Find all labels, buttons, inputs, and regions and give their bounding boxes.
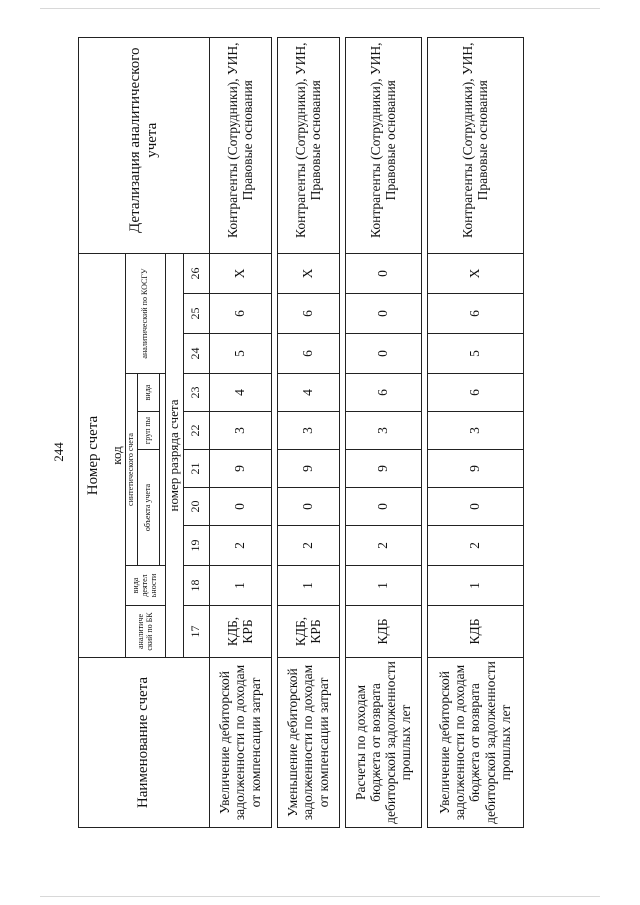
digit-25: 25 [183, 294, 209, 334]
row-4-name: Увеличение дебиторской задолженности по доходам бюджета от возврата дебиторской задолженности прошлых лет [427, 658, 523, 828]
row-1-value-18: 1 [209, 566, 271, 606]
header-synthetic: синтетического счета [126, 374, 138, 566]
row-3-value-22: 3 [345, 412, 421, 450]
digit-23: 23 [183, 374, 209, 412]
account-code-table [78, 37, 524, 828]
row-1-value-24: 5 [209, 334, 271, 374]
header-bk-analytic: аналитиче ский по БК [126, 606, 166, 658]
scan-edge-bottom [40, 896, 600, 897]
table-row [345, 37, 421, 827]
digit-21: 21 [183, 450, 209, 488]
row-2-value-20: 0 [277, 488, 339, 526]
header-groups: груп пы [138, 412, 160, 450]
row-2-value-22: 3 [277, 412, 339, 450]
table-row [209, 37, 271, 827]
table-row [277, 37, 339, 827]
header-account-name: Наименование счета [79, 658, 210, 828]
row-1-value-19: 2 [209, 526, 271, 566]
row-3-value-20: 0 [345, 488, 421, 526]
row-4-value-21: 9 [427, 450, 523, 488]
header-code: код [109, 253, 126, 657]
row-3-value-19: 2 [345, 526, 421, 566]
row-1-detail: Контрагенты (Сотрудники), УИН, Правовые основания [209, 37, 271, 242]
row-4-value-19: 2 [427, 526, 523, 566]
row-3-spacer [345, 242, 421, 253]
row-2-name: Уменьшение дебиторской задолженности по доходам от компенсации затрат [277, 658, 339, 828]
row-1-spacer [209, 242, 271, 253]
row-3-value-24: 0 [345, 334, 421, 374]
header-kosgu-analytic: аналитический по КОСГУ [126, 253, 166, 373]
row-4-value-22: 3 [427, 412, 523, 450]
row-1-value-21: 9 [209, 450, 271, 488]
header-kind: вида [138, 374, 160, 412]
row-2-value-19: 2 [277, 526, 339, 566]
row-4-value-18: 1 [427, 566, 523, 606]
header-account-number: Номер счета [79, 253, 109, 657]
row-3-detail: Контрагенты (Сотрудники), УИН, Правовые основания [345, 37, 421, 242]
row-2-value-25: 6 [277, 294, 339, 334]
row-4-value-17: КДБ [427, 606, 523, 658]
header-detail: Детализация аналитического учета [79, 37, 210, 242]
row-2-value-26: Х [277, 253, 339, 293]
row-4-spacer [427, 242, 523, 253]
row-3-value-18: 1 [345, 566, 421, 606]
table-row [427, 37, 523, 827]
row-1-value-25: 6 [209, 294, 271, 334]
digit-19: 19 [183, 526, 209, 566]
row-4-value-26: Х [427, 253, 523, 293]
row-2-value-17: КДБ, КРБ [277, 606, 339, 658]
row-1-value-23: 4 [209, 374, 271, 412]
header-account-object: объекта учета [138, 450, 160, 566]
row-2-detail: Контрагенты (Сотрудники), УИН, Правовые основания [277, 37, 339, 242]
row-1-value-22: 3 [209, 412, 271, 450]
digit-26: 26 [183, 253, 209, 293]
row-3-value-17: КДБ [345, 606, 421, 658]
header-spacer [79, 242, 210, 253]
row-2-value-24: 6 [277, 334, 339, 374]
row-1-value-26: Х [209, 253, 271, 293]
digit-18: 18 [183, 566, 209, 606]
digit-17: 17 [183, 606, 209, 658]
scan-edge-top [40, 8, 600, 9]
row-3-name: Расчеты по доходам бюджета от возврата дебиторской задолженности прошлых лет [345, 658, 421, 828]
row-1-name: Увеличение дебиторской задолженности по доходам от компенсации затрат [209, 658, 271, 828]
digit-22: 22 [183, 412, 209, 450]
header-activity-type: вида деятел ьности [126, 566, 166, 606]
row-2-value-21: 9 [277, 450, 339, 488]
row-2-value-23: 4 [277, 374, 339, 412]
row-1-value-17: КДБ, КРБ [209, 606, 271, 658]
row-4-value-23: 6 [427, 374, 523, 412]
row-4-detail: Контрагенты (Сотрудники), УИН, Правовые основания [427, 37, 523, 242]
row-2-spacer [277, 242, 339, 253]
header-digit-number: номер разряда счета [166, 253, 184, 657]
row-4-value-20: 0 [427, 488, 523, 526]
row-3-value-23: 6 [345, 374, 421, 412]
digit-20: 20 [183, 488, 209, 526]
row-3-value-25: 0 [345, 294, 421, 334]
row-2-value-18: 1 [277, 566, 339, 606]
digit-24: 24 [183, 334, 209, 374]
row-4-value-25: 6 [427, 294, 523, 334]
row-3-value-21: 9 [345, 450, 421, 488]
row-4-value-24: 5 [427, 334, 523, 374]
rotated-table-wrapper [78, 38, 513, 828]
row-1-value-20: 0 [209, 488, 271, 526]
page-number: 244 [51, 442, 66, 462]
row-3-value-26: 0 [345, 253, 421, 293]
